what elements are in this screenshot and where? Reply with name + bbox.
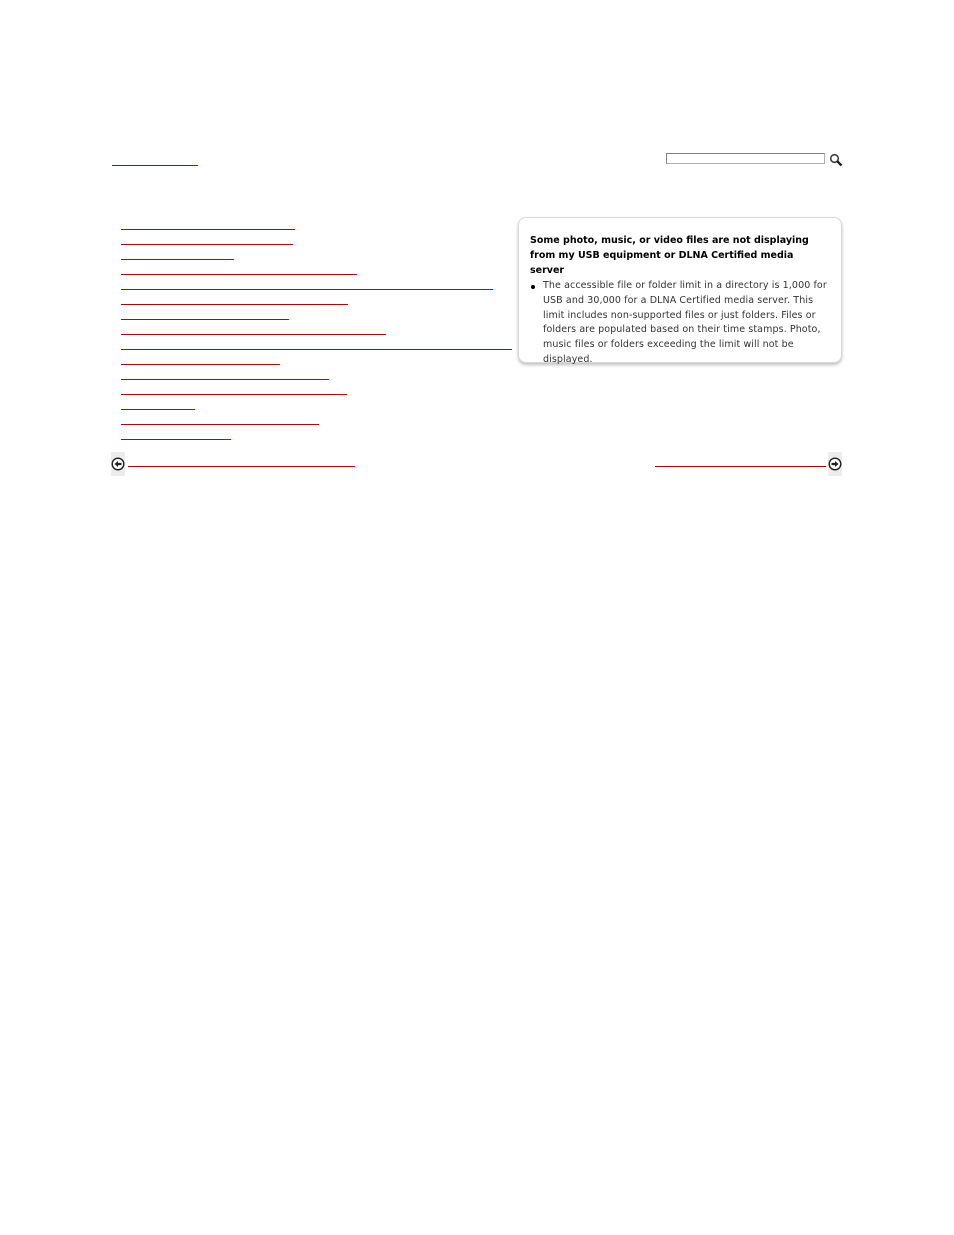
- search-button[interactable]: [829, 152, 843, 166]
- next-page-link[interactable]: [655, 466, 826, 467]
- arrow-right-circle-icon: [828, 457, 842, 471]
- prev-page-button[interactable]: [111, 452, 125, 476]
- prev-page-link[interactable]: [128, 466, 355, 467]
- arrow-left-circle-icon: [111, 457, 125, 471]
- note-bullet-text: The accessible file or folder limit in a directory is 1,000 for USB and 30,000 for a DLNA Certified media server. This limit includes non-supported files or just folders. Files or folders are populated based on their time stamps. Photo, music files or folders exceeding the limit will not be displayed.: [543, 280, 827, 365]
- next-page-button[interactable]: [828, 452, 842, 476]
- troubleshooting-note: [518, 217, 842, 363]
- bullet-icon: [531, 285, 535, 289]
- home-link[interactable]: [112, 153, 198, 166]
- search-input[interactable]: [666, 153, 825, 164]
- note-title: Some photo, music, or video files are not displaying from my USB equipment or DLNA Certified media server: [530, 235, 809, 276]
- search-icon: [829, 153, 843, 167]
